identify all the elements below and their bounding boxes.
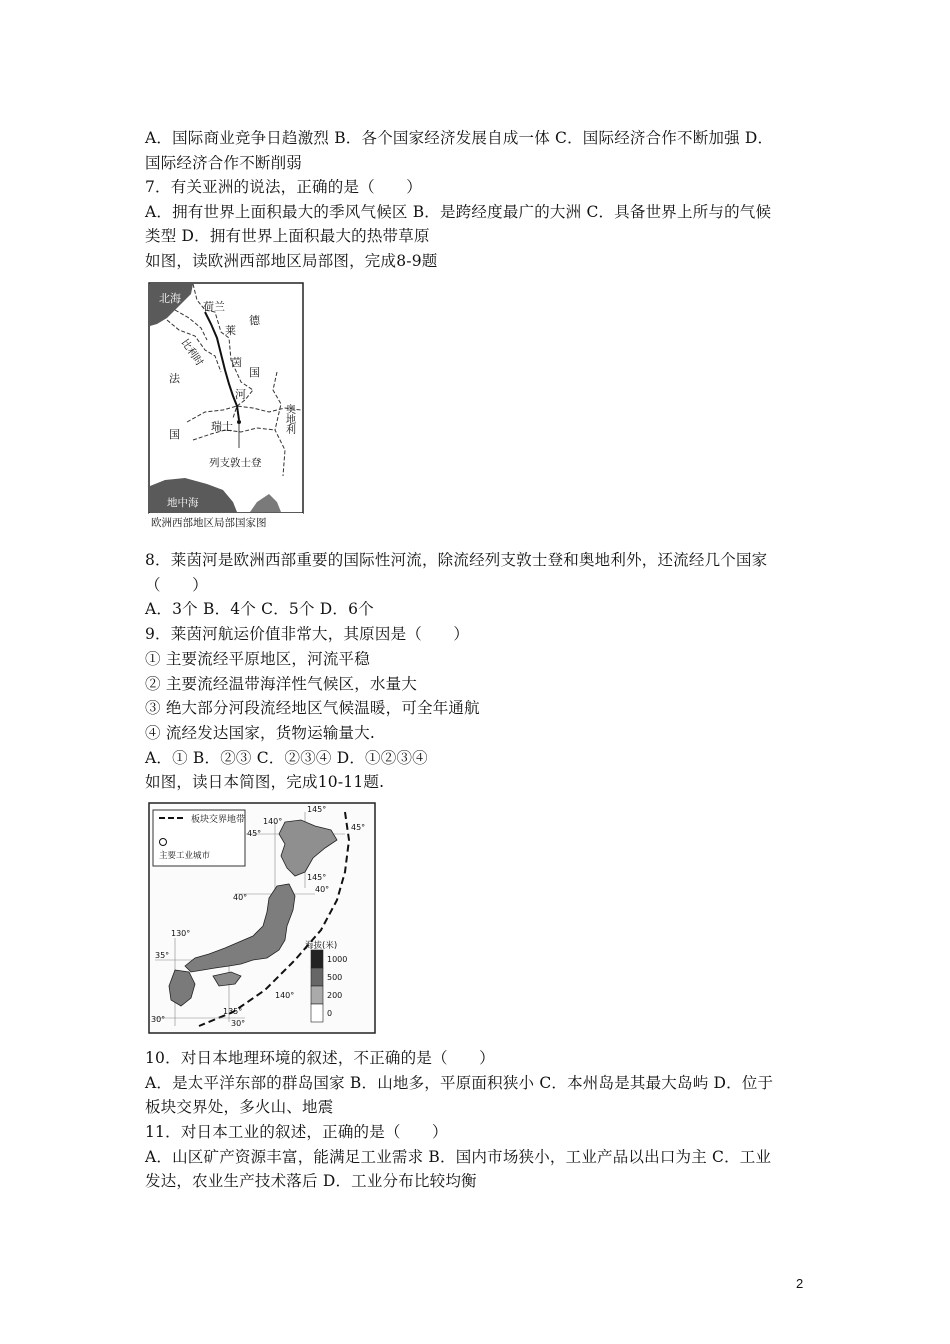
q9-stem: 9．莱茵河航运价值非常大，其原因是（ ） <box>145 625 470 643</box>
label-mediterranean: 地中海 <box>167 497 199 509</box>
legend-boundary-label: 板块交界地带 <box>191 815 246 825</box>
elevation-label-200: 200 <box>327 991 343 1000</box>
intro-8-9: 如图，读欧洲西部地区局部图，完成8-9题 <box>145 252 438 270</box>
page-number: 2 <box>796 1276 804 1291</box>
lat-45-left: 45° <box>247 829 262 838</box>
lat-35: 35° <box>155 951 170 960</box>
intro-10-11: 如图，读日本简图，完成10-11题. <box>145 773 385 791</box>
lat-40-right: 40° <box>315 885 330 894</box>
label-liechtenstein: 列支敦士登 <box>209 457 262 469</box>
label-rhine-1: 莱 <box>225 324 236 337</box>
europe-map-figure <box>145 280 307 532</box>
q7-stem: 7．有关亚洲的说法，正确的是（ ） <box>145 178 422 196</box>
q10-stem: 10．对日本地理环境的叙述，不正确的是（ ） <box>145 1049 495 1067</box>
label-belgium: 比利时 <box>178 337 205 369</box>
legend-city-label: 主要工业城市 <box>159 851 211 861</box>
elevation-label-1000: 1000 <box>327 955 348 964</box>
label-switzerland: 瑞士 <box>211 420 233 433</box>
elevation-label-500: 500 <box>327 973 343 982</box>
lat-30-right: 30° <box>231 1019 246 1028</box>
q11-options-line1: A．山区矿产资源丰富，能满足工业需求 B．国内市场狭小，工业产品以出口为主 C．工业 <box>145 1148 772 1166</box>
q9-options: A．① B．②③ C．②③④ D．①②③④ <box>145 749 428 767</box>
map-frame <box>149 283 303 513</box>
label-netherlands: 荷兰 <box>203 300 225 313</box>
label-rhine-2: 茵 <box>231 356 242 369</box>
elevation-swatch-0 <box>311 1004 323 1022</box>
q6-options-line1: A．国际商业竞争日趋激烈 B．各个国家经济发展自成一体 C．国际经济合作不断加强 D． <box>145 129 774 147</box>
lon-130: 130° <box>171 929 191 938</box>
elevation-legend <box>311 950 323 1022</box>
q10-options-line1: A．是太平洋东部的群岛国家 B．山地多，平原面积狭小 C．本州岛是其最大岛屿 D．位于 <box>145 1074 774 1092</box>
q9-item-3: ③ 绝大部分河段流经地区气候温暖，可全年通航 <box>145 699 480 717</box>
map-caption: 欧洲西部地区局部国家图 <box>151 517 267 529</box>
label-north-sea: 北海 <box>159 292 181 305</box>
japan-map <box>145 800 377 1036</box>
lat-45-right: 45° <box>351 823 366 832</box>
label-france-2: 国 <box>169 428 180 441</box>
label-austria: 奥地利 <box>283 404 295 434</box>
q8-stem-line1: 8．莱茵河是欧洲西部重要的国际性河流，除流经列支敦士登和奥地利外，还流经几个国家 <box>145 551 768 569</box>
label-germany-1: 德 <box>249 314 260 327</box>
europe-map <box>145 280 307 532</box>
q11-options-line2: 发达，农业生产技术落后 D．工业分布比较均衡 <box>145 1172 477 1190</box>
q7-options-line1: A．拥有世界上面积最大的季风气候区 B．是跨经度最广的大洲 C．具备世界上所与的气候 <box>145 203 772 221</box>
lon-145-mid: 145° <box>307 873 327 882</box>
label-rhine-3: 河 <box>235 388 246 401</box>
q7-options-line2: 类型 D．拥有世界上面积最大的热带草原 <box>145 227 430 245</box>
q9-item-4: ④ 流经发达国家，货物运输量大. <box>145 724 376 742</box>
elevation-swatch-1000 <box>311 950 323 968</box>
lat-40-left: 40° <box>233 893 248 902</box>
q11-stem: 11．对日本工业的叙述，正确的是（ ） <box>145 1123 448 1141</box>
q8-stem-line2: （ ） <box>145 576 208 594</box>
lon-145-top: 145° <box>307 805 327 814</box>
q6-options-line2: 国际经济合作不断削弱 <box>145 154 303 172</box>
lon-140-bottom: 140° <box>275 991 295 1000</box>
lon-135: 135° <box>223 1007 243 1016</box>
lat-30-left: 30° <box>151 1015 166 1024</box>
elevation-swatch-200 <box>311 986 323 1004</box>
elevation-swatch-500 <box>311 968 323 986</box>
lon-140-top: 140° <box>263 817 283 826</box>
q9-item-2: ② 主要流经温带海洋性气候区，水量大 <box>145 675 418 693</box>
label-france-1: 法 <box>169 372 180 385</box>
japan-map-figure <box>145 800 377 1036</box>
q8-options: A．3个 B．4个 C．5个 D．6个 <box>145 600 374 618</box>
q10-options-line2: 板块交界处，多火山、地震 <box>145 1098 334 1116</box>
elevation-title: 海拔(米) <box>305 941 338 951</box>
elevation-label-0: 0 <box>327 1009 333 1018</box>
label-germany-2: 国 <box>249 366 260 379</box>
liechtenstein-marker <box>237 420 241 424</box>
q9-item-1: ① 主要流经平原地区，河流平稳 <box>145 650 370 668</box>
